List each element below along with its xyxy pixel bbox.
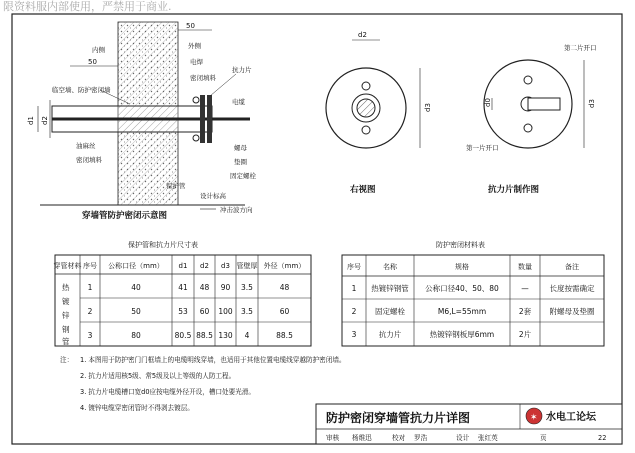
title-block-field: 页 (540, 434, 547, 442)
label-pipe: 保护管 (166, 182, 186, 190)
size-table-header: d3 (221, 262, 230, 270)
bolt-bottom (193, 135, 199, 141)
label-shockwave: 冲击波方向 (220, 206, 253, 214)
size-table-header: 管壁厚 (236, 262, 258, 270)
plate-view-title: 抗力片制作图 (488, 185, 540, 195)
label-d1: d1 (27, 116, 35, 125)
logo-glyph: ✶ (530, 413, 538, 423)
label-cut1: 第一片开口 (466, 144, 499, 152)
title-block-field: 设计 (456, 434, 470, 442)
size-table-cell: 4 (244, 331, 250, 340)
plate-view (466, 43, 597, 195)
label-cut2: 第二片开口 (564, 44, 597, 52)
label-hemp: 油麻丝 (76, 142, 96, 150)
label-d2: d2 (41, 116, 49, 125)
material-table-cell: 1 (351, 284, 357, 293)
note-1: 1. 本图用于防护密门门框墙上的电缆明线穿墙，也适用于其他位置电缆线穿越防护密闭墙。 (80, 356, 346, 364)
size-table-header: 外径（mm） (263, 262, 306, 270)
note-3: 3. 抗力片电缆槽口宽d0应按电缆外径开设，槽口处要光滑。 (80, 388, 256, 396)
material-table-header: 序号 (347, 263, 361, 271)
title-block-field: 审核 (326, 434, 340, 442)
size-table-cell: 3 (87, 331, 93, 340)
note-4: 4. 镀锌电缆穿密闭管时不得剥去镀层。 (80, 404, 194, 412)
material-table-cell: M6,L=55mm (437, 307, 487, 316)
material-table-cell: 2套 (518, 307, 532, 316)
section-view (27, 22, 257, 221)
force-plate-1 (200, 95, 205, 143)
label-nut: 螺母 (234, 144, 247, 152)
title-block (316, 404, 622, 444)
size-table-cell: 100 (218, 307, 233, 316)
size-table-cell: 48 (279, 283, 290, 292)
size-table-cell: 40 (131, 283, 141, 292)
size-table-cell: 130 (218, 331, 233, 340)
title-block-field: 张红英 (478, 434, 498, 442)
right-view-title: 右视图 (350, 185, 376, 195)
label-seal-bottom: 密闭填料 (76, 156, 102, 164)
label-cable: 电缆 (232, 98, 245, 106)
material-table-cell: 2 (351, 307, 357, 316)
material-table-cell: 长度按需确定 (549, 284, 595, 293)
material-table-cell: 公称口径40、50、80 (425, 284, 499, 293)
watermark-text: 限资料服内部使用，严禁用于商业. (3, 0, 172, 13)
material-char-2: 镀 (62, 297, 70, 306)
label-outer: 外侧 (188, 42, 201, 50)
page-number: 22 (598, 434, 607, 442)
material-table-cell: 热镀锌钢管 (371, 284, 409, 293)
rv-d2: d2 (358, 31, 367, 39)
title-block-title: 防护密闭穿墙管抗力片详图 (326, 411, 471, 425)
label-washer: 垫圈 (234, 158, 247, 166)
label-inner: 内侧 (92, 46, 105, 54)
material-table-header: 规格 (455, 263, 469, 271)
notes-prefix: 注： (60, 356, 74, 364)
material-table-cell: 附螺母及垫圈 (549, 307, 595, 316)
bolt-top (193, 97, 199, 103)
material-table (342, 240, 604, 346)
material-char-5: 管 (62, 337, 70, 346)
right-view (326, 31, 432, 195)
material-table-header: 数量 (518, 263, 532, 271)
size-table-cell: 90 (220, 283, 231, 292)
note-2: 2. 抗力片适用核5级、常5级及以上等级的人防工程。 (80, 372, 236, 380)
material-table-cell: 抗力片 (378, 330, 402, 339)
size-table-cell: 80 (131, 331, 141, 340)
label-bolt: 固定螺栓 (230, 172, 256, 180)
size-table (54, 240, 312, 346)
size-table-header: 公称口径（mm） (108, 262, 164, 270)
size-table-header: d2 (200, 262, 209, 270)
material-char-4: 钢 (62, 325, 70, 334)
size-table-title: 保护管和抗力片尺寸表 (128, 241, 198, 249)
material-char-3: 锌 (62, 311, 70, 320)
right-view-cable (357, 99, 375, 117)
size-table-cell: 60 (279, 307, 290, 316)
label-wall: 临空墙、防护密闭墙 (52, 86, 111, 94)
size-table-header: d1 (178, 262, 188, 270)
size-table-cell: 50 (131, 307, 141, 316)
size-table-cell: 3.5 (241, 283, 253, 292)
size-table-cell: 2 (87, 307, 93, 316)
material-table-title: 防护密闭材料表 (436, 241, 485, 249)
label-plate: 抗力片 (232, 66, 252, 74)
logo-text: 水电工论坛 (546, 412, 596, 423)
material-table-cell: 热镀锌钢板厚6mm (429, 330, 495, 339)
notes (60, 355, 346, 412)
size-table-cell: 88.5 (196, 331, 213, 340)
dim-50: 50 (88, 58, 97, 66)
label-elevation: 设计标高 (200, 192, 226, 200)
size-table-cell: 41 (178, 283, 188, 292)
rv-d3: d3 (424, 103, 432, 112)
title-block-field: 罗浩 (414, 434, 428, 442)
size-table-cell: 88.5 (276, 331, 293, 340)
size-table-cell: 1 (87, 283, 93, 292)
label-seal-top: 密闭填料 (190, 74, 216, 82)
size-table-cell: 53 (178, 307, 188, 316)
dim-top-50: 50 (186, 22, 195, 30)
size-table-cell: 48 (199, 283, 210, 292)
size-table-cell: 80.5 (174, 331, 192, 340)
material-table-cell: — (521, 284, 529, 293)
label-weld: 电焊 (190, 58, 203, 66)
force-plate-2 (207, 95, 212, 143)
size-table-header: 穿管材料 (53, 262, 82, 270)
title-block-field: 校对 (392, 434, 406, 442)
section-view-title: 穿墙管防护密闭示意图 (82, 211, 168, 221)
material-table-cell: 2片 (518, 330, 532, 339)
size-table-cell: 60 (199, 307, 210, 316)
plate-slot (528, 98, 560, 110)
plate-d0: d0 (484, 98, 492, 107)
plate-d3: d3 (588, 99, 596, 108)
material-char-1: 热 (62, 283, 70, 292)
material-table-header: 备注 (565, 263, 579, 271)
size-table-cell: 3.5 (241, 307, 253, 316)
material-table-cell: 3 (351, 330, 357, 339)
title-block-field: 杨维迅 (352, 434, 372, 442)
size-table-header: 序号 (83, 262, 97, 270)
material-table-cell: 固定螺栓 (375, 307, 405, 316)
material-table-header: 名称 (383, 263, 397, 271)
